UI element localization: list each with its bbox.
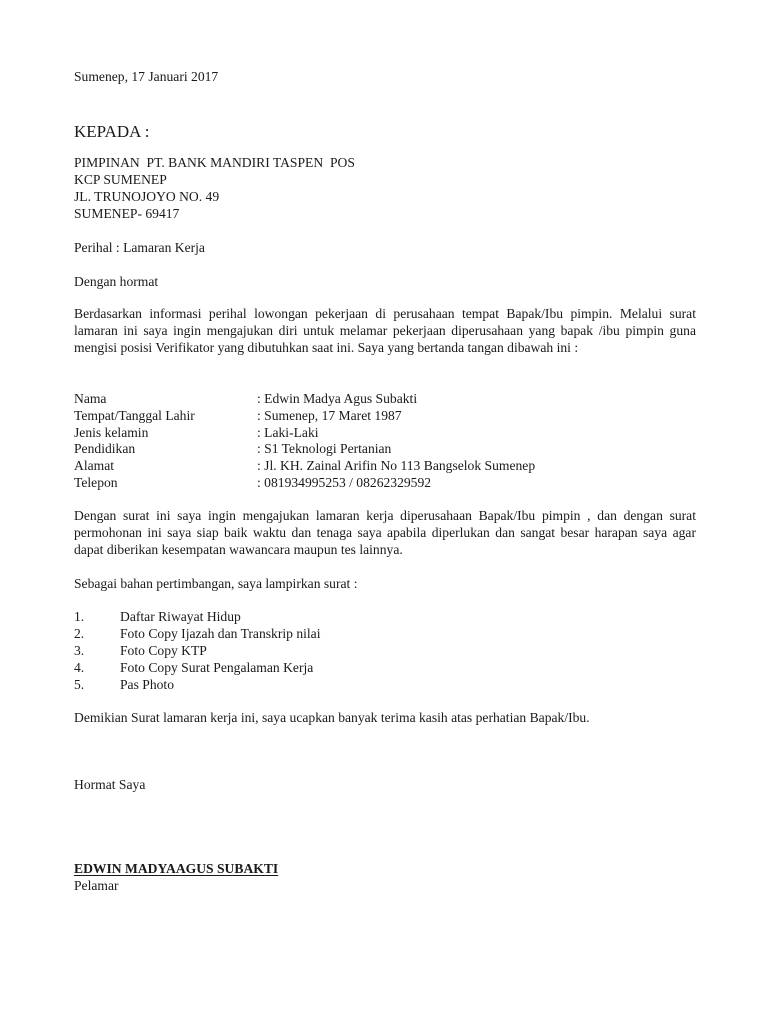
detail-label: Pendidikan bbox=[74, 441, 136, 456]
salutation: Dengan hormat bbox=[74, 274, 159, 289]
signer-name: EDWIN MADYAAGUS SUBAKTI bbox=[74, 861, 279, 876]
detail-label: Telepon bbox=[74, 475, 118, 490]
body-paragraph: Dengan surat ini saya ingin mengajukan lamaran kerja diperusahaan Bapak/Ibu pimpin , dan dengan surat permohonan ini saya siap baik waktu dan tenaga saya apabila diperlukan dan sangat besar harapan saya agar dapat diberikan kesempatan wawancara maupun tes lainnya. bbox=[74, 508, 696, 557]
detail-label: Alamat bbox=[74, 458, 115, 473]
attachment-number: 4. bbox=[74, 660, 85, 675]
detail-label: Nama bbox=[74, 391, 107, 406]
recipient-line-2: KCP SUMENEP bbox=[74, 172, 167, 187]
attachment-text: Pas Photo bbox=[120, 677, 175, 692]
detail-value: : S1 Teknologi Pertanian bbox=[257, 441, 392, 456]
detail-value: : Laki-Laki bbox=[257, 425, 319, 440]
recipient-line-4: SUMENEP- 69417 bbox=[74, 206, 180, 221]
letter-date: Sumenep, 17 Januari 2017 bbox=[74, 69, 219, 84]
attachment-text: Daftar Riwayat Hidup bbox=[120, 609, 241, 624]
detail-value: : Edwin Madya Agus Subakti bbox=[257, 391, 418, 406]
closing-paragraph: Demikian Surat lamaran kerja ini, saya ucapkan banyak terima kasih atas perhatian Bapak/Ibu. bbox=[74, 710, 590, 725]
attachment-number: 2. bbox=[74, 626, 85, 641]
attachment-text: Foto Copy Ijazah dan Transkrip nilai bbox=[120, 626, 321, 641]
detail-value: : Sumenep, 17 Maret 1987 bbox=[257, 408, 402, 423]
detail-label: Jenis kelamin bbox=[74, 425, 149, 440]
subject-line: Perihal : Lamaran Kerja bbox=[74, 240, 205, 255]
attachments-intro: Sebagai bahan pertimbangan, saya lampirkan surat : bbox=[74, 576, 358, 591]
attachment-number: 1. bbox=[74, 609, 85, 624]
sign-off: Hormat Saya bbox=[74, 777, 146, 792]
intro-paragraph: Berdasarkan informasi perihal lowongan pekerjaan di perusahaan tempat Bapak/Ibu pimpin. Melalui surat lamaran ini saya ingin mengajukan diri untuk melamar pekerjaan diperusahaan yang bapak /ibu pimpin guna mengisi posisi Verifikator yang dibutuhkan saat ini. Saya yang bertanda tangan dibawah ini : bbox=[74, 306, 696, 355]
signer-role: Pelamar bbox=[74, 878, 119, 893]
detail-label: Tempat/Tanggal Lahir bbox=[74, 408, 195, 423]
attachment-text: Foto Copy KTP bbox=[120, 643, 207, 658]
recipient-line-1: PIMPINAN PT. BANK MANDIRI TASPEN POS bbox=[74, 155, 355, 170]
detail-value: : 081934995253 / 08262329592 bbox=[257, 475, 432, 490]
attachment-text: Foto Copy Surat Pengalaman Kerja bbox=[120, 660, 314, 675]
attachment-number: 3. bbox=[74, 643, 85, 658]
recipient-heading: KEPADA : bbox=[74, 122, 150, 141]
recipient-line-3: JL. TRUNOJOYO NO. 49 bbox=[74, 189, 220, 204]
attachment-number: 5. bbox=[74, 677, 85, 692]
detail-value: : Jl. KH. Zainal Arifin No 113 Bangselok Sumenep bbox=[257, 458, 536, 473]
